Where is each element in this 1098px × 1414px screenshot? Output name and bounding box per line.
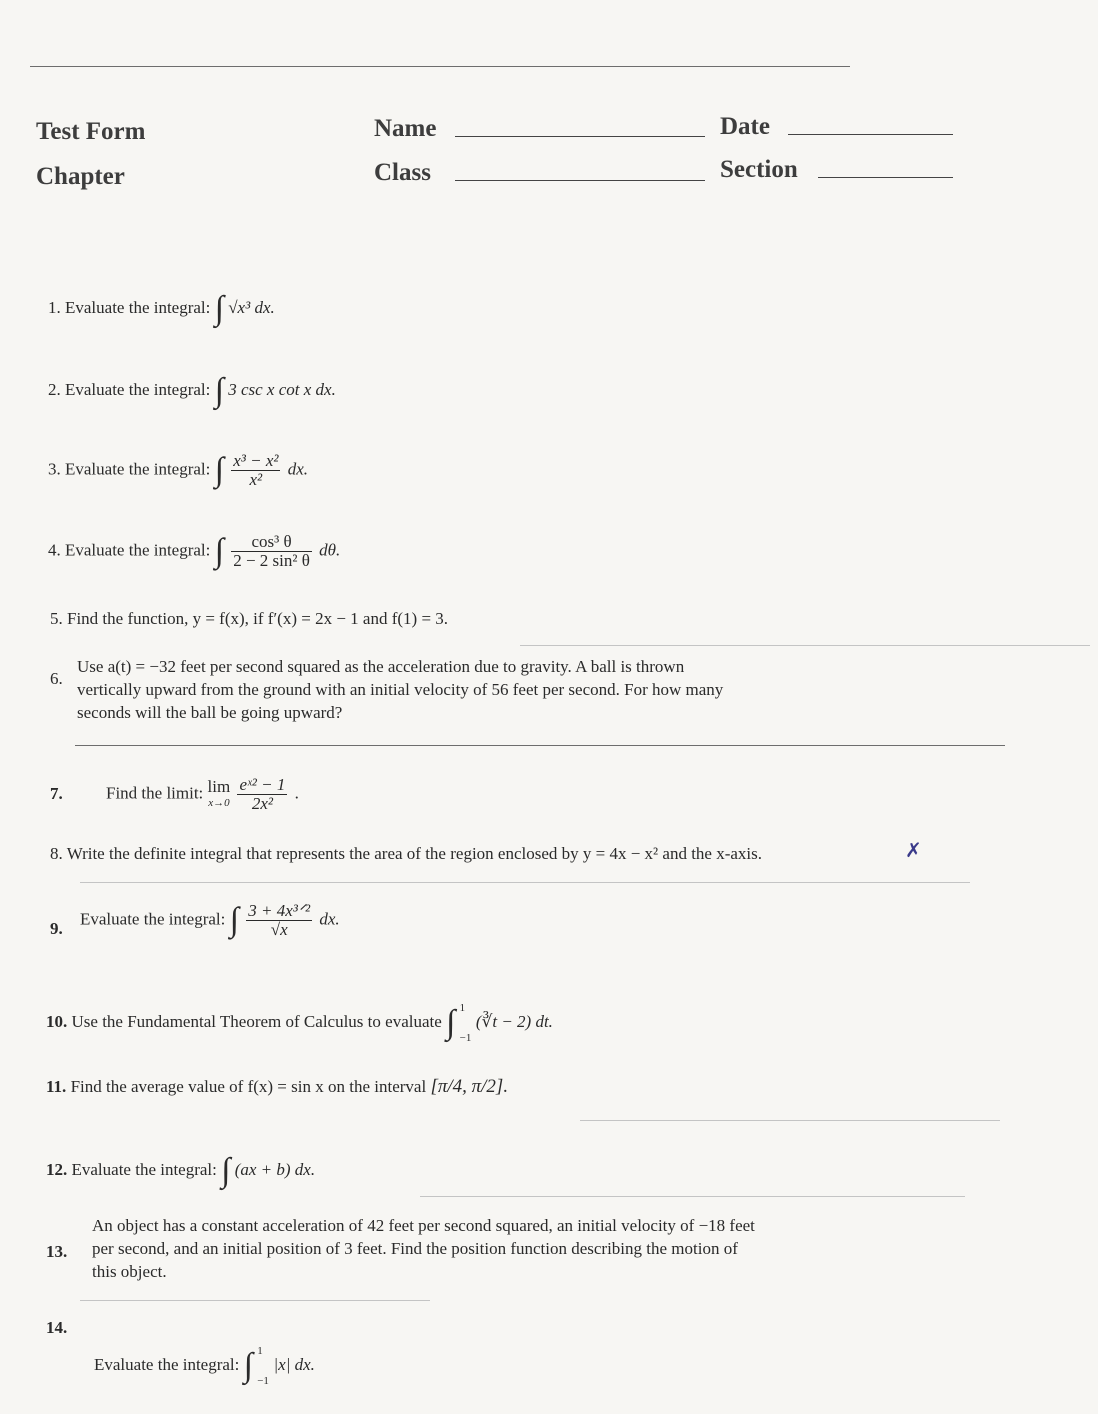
integral-sign: ∫ [214, 532, 224, 570]
integral-sign: ∫ [446, 1004, 456, 1041]
interval-expression: [π/4, π/2]. [430, 1076, 509, 1097]
question-line: An object has a constant acceleration of 42 feet per second squared, an initial velocity of −18 feet [92, 1216, 755, 1235]
divider [75, 745, 1005, 746]
chapter-label: Chapter [36, 163, 125, 190]
question-1 [48, 290, 275, 328]
question-number: 11. [46, 1077, 67, 1096]
question-text: Evaluate the integral: [80, 909, 226, 929]
question-8 [50, 842, 762, 866]
math-tail: dθ. [319, 540, 341, 560]
question-text: Evaluate the integral: [65, 298, 211, 317]
numerator: cos³ θ [231, 533, 312, 552]
question-number: 12. [46, 1160, 68, 1179]
question-7-number: 7. [50, 784, 63, 803]
question-6-number: 6. [50, 669, 63, 688]
question-11 [46, 1075, 508, 1099]
fraction [231, 452, 280, 489]
question-6 [77, 655, 723, 724]
question-3 [48, 452, 308, 489]
question-line: seconds will the ball be going upward? [77, 703, 343, 722]
class-label: Class [374, 159, 431, 186]
divider [580, 1120, 1000, 1121]
denominator: 2 − 2 sin² θ [233, 551, 310, 570]
question-5 [50, 607, 448, 631]
name-label: Name [374, 115, 437, 142]
denominator: √x [270, 920, 288, 939]
question-text: Use the Fundamental Theorem of Calculus to evaluate [71, 1011, 442, 1031]
question-text: Evaluate the integral: [65, 540, 211, 560]
question-text: Evaluate the integral: [65, 459, 211, 479]
question-9 [80, 902, 340, 939]
integral-limits [460, 993, 472, 1053]
math-expression: (ax + b) dx. [234, 1160, 316, 1179]
question-14 [94, 1336, 315, 1396]
denominator: x² [249, 470, 263, 489]
math-tail: dx. [319, 909, 340, 929]
upper-limit: 1 [257, 1345, 263, 1357]
question-number: 4. [48, 540, 61, 560]
question-line: vertically upward from the ground with an initial velocity of 56 feet per second. For how many [77, 680, 724, 699]
integral-sign: ∫ [229, 901, 239, 939]
integral-sign: ∫ [221, 1152, 231, 1190]
integral-limits [257, 1336, 269, 1396]
question-4 [48, 533, 340, 570]
integral-sign: ∫ [243, 1347, 253, 1384]
divider [80, 1300, 430, 1301]
divider [420, 1196, 965, 1197]
integral-sign: ∫ [214, 372, 224, 410]
question-13 [92, 1214, 755, 1283]
question-number: 3. [48, 459, 61, 479]
question-number: 10. [46, 1011, 68, 1031]
question-text: Find the limit: [106, 783, 204, 803]
question-text: Evaluate the integral: [65, 380, 211, 399]
question-number: 8. [50, 844, 63, 863]
integral-sign: ∫ [214, 451, 224, 489]
math-expression: 3 csc x cot x dx. [228, 380, 336, 399]
question-text: Find the average value of f(x) = sin x on the interval [70, 1077, 427, 1096]
question-7 [106, 776, 299, 813]
lower-limit: −1 [459, 1032, 472, 1044]
numerator: 3 + 4x³ᐟ² [248, 901, 311, 920]
question-number: 1. [48, 298, 61, 317]
question-line: Use a(t) = −32 feet per second squared as the acceleration due to gravity. A ball is thrown [77, 657, 685, 676]
test-form-label: Test Form [36, 118, 146, 145]
math-expression: √x³ dx. [228, 298, 275, 317]
question-line: this object. [92, 1262, 167, 1281]
question-number: 2. [48, 380, 61, 399]
question-10 [46, 993, 553, 1053]
upper-limit: 1 [459, 1002, 466, 1014]
denominator: 2x² [251, 794, 273, 813]
question-12 [46, 1152, 316, 1190]
question-2 [48, 372, 336, 410]
question-text: Evaluate the integral: [71, 1160, 217, 1179]
lower-limit: −1 [257, 1375, 269, 1387]
date-label: Date [720, 113, 770, 140]
numerator: x³ − x² [233, 451, 279, 470]
question-14-number: 14. [46, 1318, 68, 1337]
question-text: Evaluate the integral: [94, 1354, 240, 1374]
limit-operator: lim [207, 776, 231, 796]
class-field[interactable] [455, 180, 705, 181]
question-text: Write the definite integral that represents the area of the region enclosed by y = 4x − x² and the x-axis. [66, 844, 763, 863]
math-expression: (∛t − 2) dt. [475, 1011, 553, 1031]
fraction [237, 776, 287, 813]
limit-subscript: x→0 [208, 796, 230, 809]
handwritten-mark: ✗ [905, 840, 922, 862]
section-label: Section [720, 156, 798, 183]
math-tail: dx. [287, 459, 309, 479]
divider [520, 645, 1090, 646]
question-9-number: 9. [50, 919, 63, 938]
date-field[interactable] [788, 134, 953, 135]
top-rule [30, 66, 850, 67]
math-tail: . [294, 783, 299, 803]
numerator: eˣ² − 1 [239, 775, 286, 794]
question-13-number: 13. [46, 1242, 68, 1261]
fraction [231, 533, 312, 570]
question-line: per second, and an initial position of 3 feet. Find the position function describing the motion of [92, 1239, 738, 1258]
section-field[interactable] [818, 177, 953, 178]
name-field[interactable] [455, 136, 705, 137]
question-number: 5. [50, 609, 63, 628]
divider [80, 882, 970, 883]
math-expression: |x| dx. [273, 1354, 315, 1374]
question-text: Find the function, y = f(x), if f′(x) = 2x − 1 and f(1) = 3. [67, 609, 449, 628]
fraction [246, 902, 312, 939]
integral-sign: ∫ [214, 290, 224, 328]
